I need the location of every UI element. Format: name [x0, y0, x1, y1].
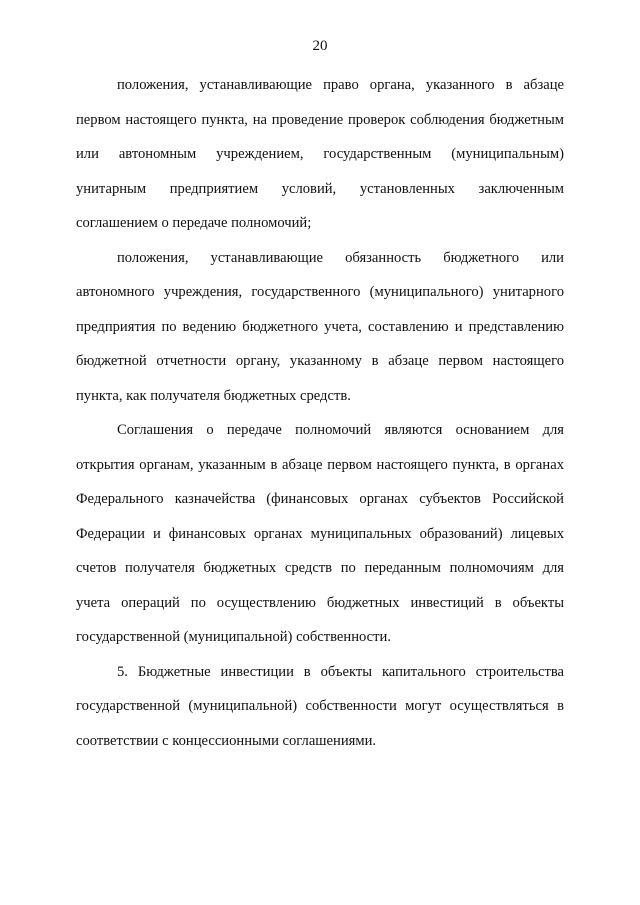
paragraph-accounting-duty: положения, устанавливающие обязанность бюджетного или автономного учреждения, государственного (муниципального) унитарного предприятия по ведению бюджетного учета, составлению и представлению бюджетной отчетности органу, указанному в абзаце первом настоящего пункта, как получателя бюджетных средств.: [76, 249, 564, 404]
page-number: 20: [312, 38, 328, 54]
paragraph-inspection-rights: положения, устанавливающие право органа, указанного в абзаце первом настоящего пункта, на проведение проверок соблюдения бюджетным или автономным учреждением, государственным (муниципальным) унитарным предприятием условий, установленных заключенным соглашением о передаче полномочий;: [76, 77, 564, 231]
document-body: [76, 68, 564, 758]
paragraph-concession-investments: 5. Бюджетные инвестиции в объекты капитального строительства государственной (муниципальной) собственности могут осуществляться в соответствии с концессионными соглашениями.: [76, 663, 564, 749]
paragraph-agreements-basis: Соглашения о передаче полномочий являются основанием для открытия органам, указанным в абзаце первом настоящего пункта, в органах Федерального казначейства (финансовых органах субъектов Российской Федерации и финансовых органах муниципальных образований) лицевых счетов получателя бюджетных средств по переданным полномочиям для учета операций по осуществлению бюджетных инвестиций в объекты государственной (муниципальной) собственности.: [76, 422, 564, 645]
